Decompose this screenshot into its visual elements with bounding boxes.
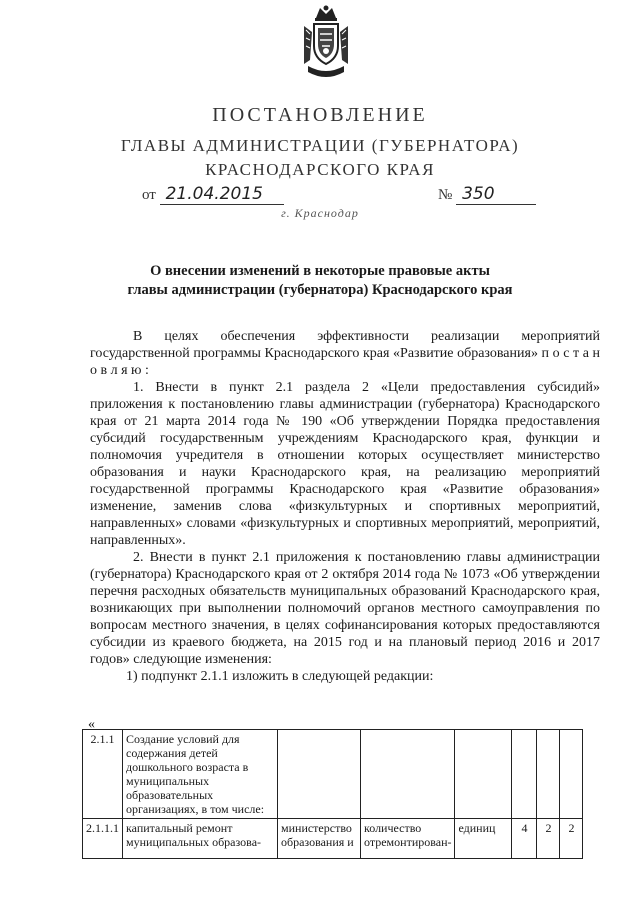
region-heading: КРАСНОДАРСКОГО КРАЯ — [205, 160, 435, 179]
table-cell-unit: единиц — [455, 819, 512, 859]
document-title-line2: главы администрации (губернатора) Краснодарского края — [127, 282, 513, 298]
table-cell-text: капитальный ремонт муниципальных образова- — [123, 819, 278, 859]
table-cell-indicator: количество отремонтирован- — [361, 819, 455, 859]
table-cell-text: Создание условий для содержания детей дошкольного возраста в муниципальных образовательных организациях, в том числе: — [123, 730, 278, 819]
date-prefix: от — [142, 187, 156, 203]
city: г. Краснодар — [281, 206, 359, 220]
paragraph-item-2: 2. Внести в пункт 2.1 приложения к постановлению главы администрации (губернатора) Краснодарского края от 2 октября 2014 года № 1073 «Об утверждении перечня расходных обязательств муниципальных образований Краснодарского края, возникающих при выполнении полномочий органов местного самоуправления по вопросам местного значения, в целях софинансирования которых предоставляются субсидии из краевого бюджета, на 2015 год и на плановый период 2016 и 2017 годов» следующие изменения: — [90, 550, 600, 667]
coat-of-arms-icon — [300, 4, 352, 84]
number-prefix: № — [438, 187, 453, 203]
doc-type-heading: ПОСТАНОВЛЕНИЕ — [212, 104, 428, 126]
paragraph-preamble: В целях обеспечения эффективности реализации мероприятий государственной программы Краснодарского края «Развитие образования» п о с т а н о в л я ю : — [90, 329, 600, 378]
table-row — [83, 819, 583, 859]
authority-heading: ГЛАВЫ АДМИНИСТРАЦИИ (ГУБЕРНАТОРА) — [120, 136, 520, 155]
table-cell-code: 2.1.1.1 — [83, 819, 123, 859]
table-cell-code: 2.1.1 — [83, 730, 123, 819]
table-cell-value: 4 — [512, 819, 537, 859]
document-title — [0, 262, 640, 300]
date-value: 21.04.2015 — [160, 184, 284, 205]
paragraph-item-1: 1. Внести в пункт 2.1 раздела 2 «Цели предоставления субсидий» приложения к постановлению главы администрации (губернатора) Краснодарского края от 21 марта 2014 года № 190 «Об утверждении Порядка предоставления субсидий государственным учреждениям Краснодарского края, функции и полномочия учредителя в отношении которых осуществляет министерство образования и науки Краснодарского края, на реализацию мероприятий государственной программы Краснодарского края «Развитие образования» изменение, заменив слова «физкультурных и спортивных мероприятий, направленных» словами «физкультурных и спортивных мероприятий, мероприятий, направленных». — [90, 380, 600, 548]
table-cell-empty — [512, 730, 537, 819]
table-cell-value: 2 — [537, 819, 560, 859]
opening-quote: « — [88, 717, 95, 732]
number-value: 350 — [456, 184, 536, 205]
number-line — [438, 184, 536, 205]
table-cell-empty — [560, 730, 583, 819]
document-body — [90, 328, 600, 685]
table-cell-empty — [278, 730, 361, 819]
table-cell-empty — [537, 730, 560, 819]
paragraph-subitem-1: 1) подпункт 2.1.1 изложить в следующей редакции: — [126, 669, 434, 684]
table-cell-org: министерство образования и — [278, 819, 361, 859]
table-cell-empty — [361, 730, 455, 819]
date-line — [142, 184, 284, 205]
document-title-line1: О внесении изменений в некоторые правовые акты — [150, 263, 490, 279]
expense-table — [82, 729, 583, 859]
table-cell-empty — [455, 730, 512, 819]
table-row — [83, 730, 583, 819]
table-cell-value: 2 — [560, 819, 583, 859]
